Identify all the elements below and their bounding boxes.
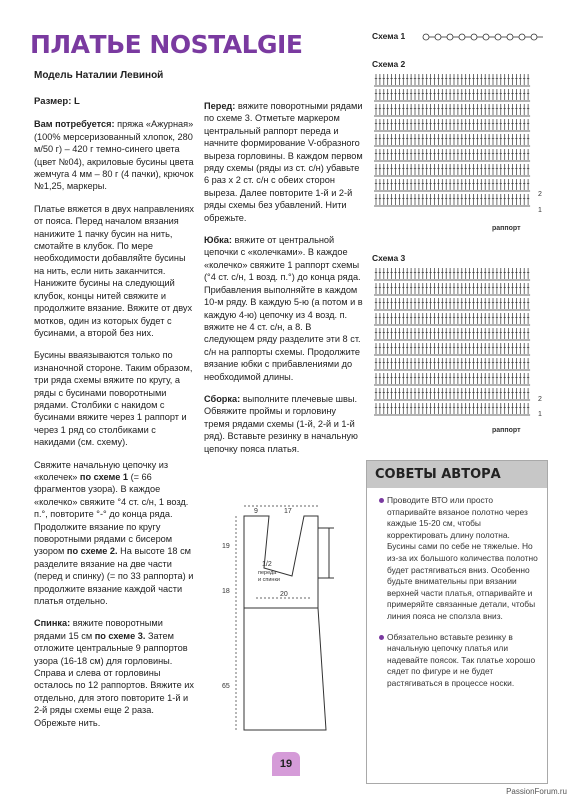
dim-left-3: 65 bbox=[222, 683, 230, 690]
scheme-2-label: Схема 2 bbox=[372, 59, 406, 69]
scheme-3-chart bbox=[372, 266, 552, 436]
dim-top-right: 17 bbox=[284, 508, 292, 515]
dim-top-left: 9 bbox=[254, 508, 258, 515]
pattern-label-3: и спинки bbox=[258, 577, 280, 583]
article-author: Модель Наталии Левиной bbox=[34, 70, 164, 81]
text-column-left bbox=[34, 96, 194, 739]
author-tips-box bbox=[366, 460, 548, 784]
dim-left-1: 19 bbox=[222, 543, 230, 550]
size-line: Размер: L bbox=[34, 96, 80, 107]
scheme-3-row1: 1 bbox=[538, 411, 542, 418]
materials-paragraph: Вам потребуется: пряжа «Ажурная» (100% мерсеризованный хлопок, 280 м/50 г) – 420 г темно-синего цвета (цвет №04), акриловые бусины цвета жемчуга 4 мм – 80 г (4 пачки), крючок №1,25, маркеры. bbox=[34, 119, 194, 192]
scheme-2-row2: 2 bbox=[538, 191, 542, 198]
pattern-diagram bbox=[214, 498, 344, 738]
scheme-2-rapport: раппорт bbox=[492, 225, 521, 232]
scheme-1-chart bbox=[420, 30, 550, 44]
scheme-3-rapport: раппорт bbox=[492, 427, 521, 434]
text-column-middle bbox=[204, 100, 364, 465]
source-watermark: PassionForum.ru bbox=[506, 787, 567, 796]
start-paragraph: Свяжите начальную цепочку из «колечек» по схеме 1 (= 66 фрагментов узора). В каждое «колечко» свяжите °4 ст. с/н, 1 возд. п.°, повторите °-° до конца ряда. Продолжите вязание по кругу поворотными рядами с бисером узором по схеме 2. На высоте 18 см разделите вязание на две части (перед и спинку) (= по 33 раппорта) и продолжите вязание каждой части платья отдельно. bbox=[34, 459, 194, 607]
pattern-label-1: 1/2 bbox=[262, 561, 272, 568]
article-title: ПЛАТЬЕ NOSTALGIE bbox=[30, 30, 303, 59]
scheme-3-label: Схема 3 bbox=[372, 253, 406, 263]
intro-paragraph: Платье вяжется в двух направлениях от пояса. Перед началом вязания нанижите 1 пачку бусин на нить, смотайте в клубок. По мере необходимости добавляйте бусины на нить, если нить заканчится. Нанижите бусины на следующий клубок, концы нитей свяжите и продолжите вязание. Вяжите от двух мотков, один из которых будет с бусинами, а второй без них. bbox=[34, 203, 194, 338]
dim-left-2: 18 bbox=[222, 588, 230, 595]
tip-2: Обязательно вставьте резинку в начальную цепочку платья или надевайте поясок. Так платье хорошо сядет по фигуре и не будет растягиваться в процессе носки. bbox=[379, 632, 539, 690]
scheme-2-chart bbox=[372, 72, 552, 232]
tip-1: Проводите ВТО или просто отпаривайте вязаное полотно через каждые 15-20 см, чтобы корректировать длину полотна. Бусины сами по себе не тяжелые. Но из-за их большого количества полотно будет растягиваться вниз. Особенно будьте внимательны при вязании верхней части платья, отпаривайте и примеряйте связанные детали, чтобы линия пояса не сползла вниз. bbox=[379, 495, 539, 623]
scheme-2-row1: 1 bbox=[538, 207, 542, 214]
page-number: 19 bbox=[272, 752, 300, 776]
scheme-1-label: Схема 1 bbox=[372, 31, 406, 41]
pattern-label-2: переда bbox=[258, 570, 277, 576]
dim-middle: 20 bbox=[280, 591, 288, 598]
skirt-paragraph: Юбка: вяжите от центральной цепочки с «колечками». В каждое «колечко» свяжите 1 раппорт схемы (°4 ст. с/н, 1 возд. п.°) до конца ряда. Прибавления выполняйте в каждом 10-м ряду. В каждую 5-ю (а потом и в каждую 4-ю) цепочку из 4 возд. п. вяжите не 4 ст. с/н, а 8. В следующем ряду разделите эти 8 ст. с/н на раппорты схемы. Продолжите вязание юбки с прибавлениями до необходимой длины. bbox=[204, 235, 363, 382]
beads-paragraph: Бусины вваязываются только по изнаночной стороне. Таким образом, три ряда схемы вяжите по кругу, а ряды с бусинами поворотными рядами. Столбики с накидом с бусинами вяжите через 1 раппорт и через 1 ряд со столбиками с накидами (см. схему). bbox=[34, 350, 193, 448]
front-paragraph: Перед: вяжите поворотными рядами по схеме 3. Отметьте маркером центральный раппорт переда и начните формирование V-образного выреза горловины. В каждом первом ряду схемы (ряды из ст. с/н) убавьте 6 раз x 2 ст. с/н с обеих сторон выреза. Далее повторите 1-й и 2-й ряды схемы без убавлений. Нити обрежьте. bbox=[204, 101, 363, 223]
scheme-3-row2: 2 bbox=[538, 396, 542, 403]
pattern-outline bbox=[244, 516, 326, 730]
assembly-paragraph: Сборка: выполните плечевые швы. Обвяжите проймы и горловину тремя рядами схемы (1-й, 2-й и 1-й ряд). Вставьте резинку в начальную цепочку пояса платья. bbox=[204, 393, 358, 454]
back-paragraph: Спинка: вяжите поворотными рядами 15 см по схеме 3. Затем отложите центральные 9 раппортов узора (16-18 см) для горловины. Справа и слева от горловины осталось по 12 раппортов. Вяжите их отдельно, для этого повторите 1-й и 2-й ряды схемы еще 2 раза. Обрежьте нить. bbox=[34, 618, 194, 728]
tips-title: СОВЕТЫ АВТОРА bbox=[367, 461, 547, 488]
